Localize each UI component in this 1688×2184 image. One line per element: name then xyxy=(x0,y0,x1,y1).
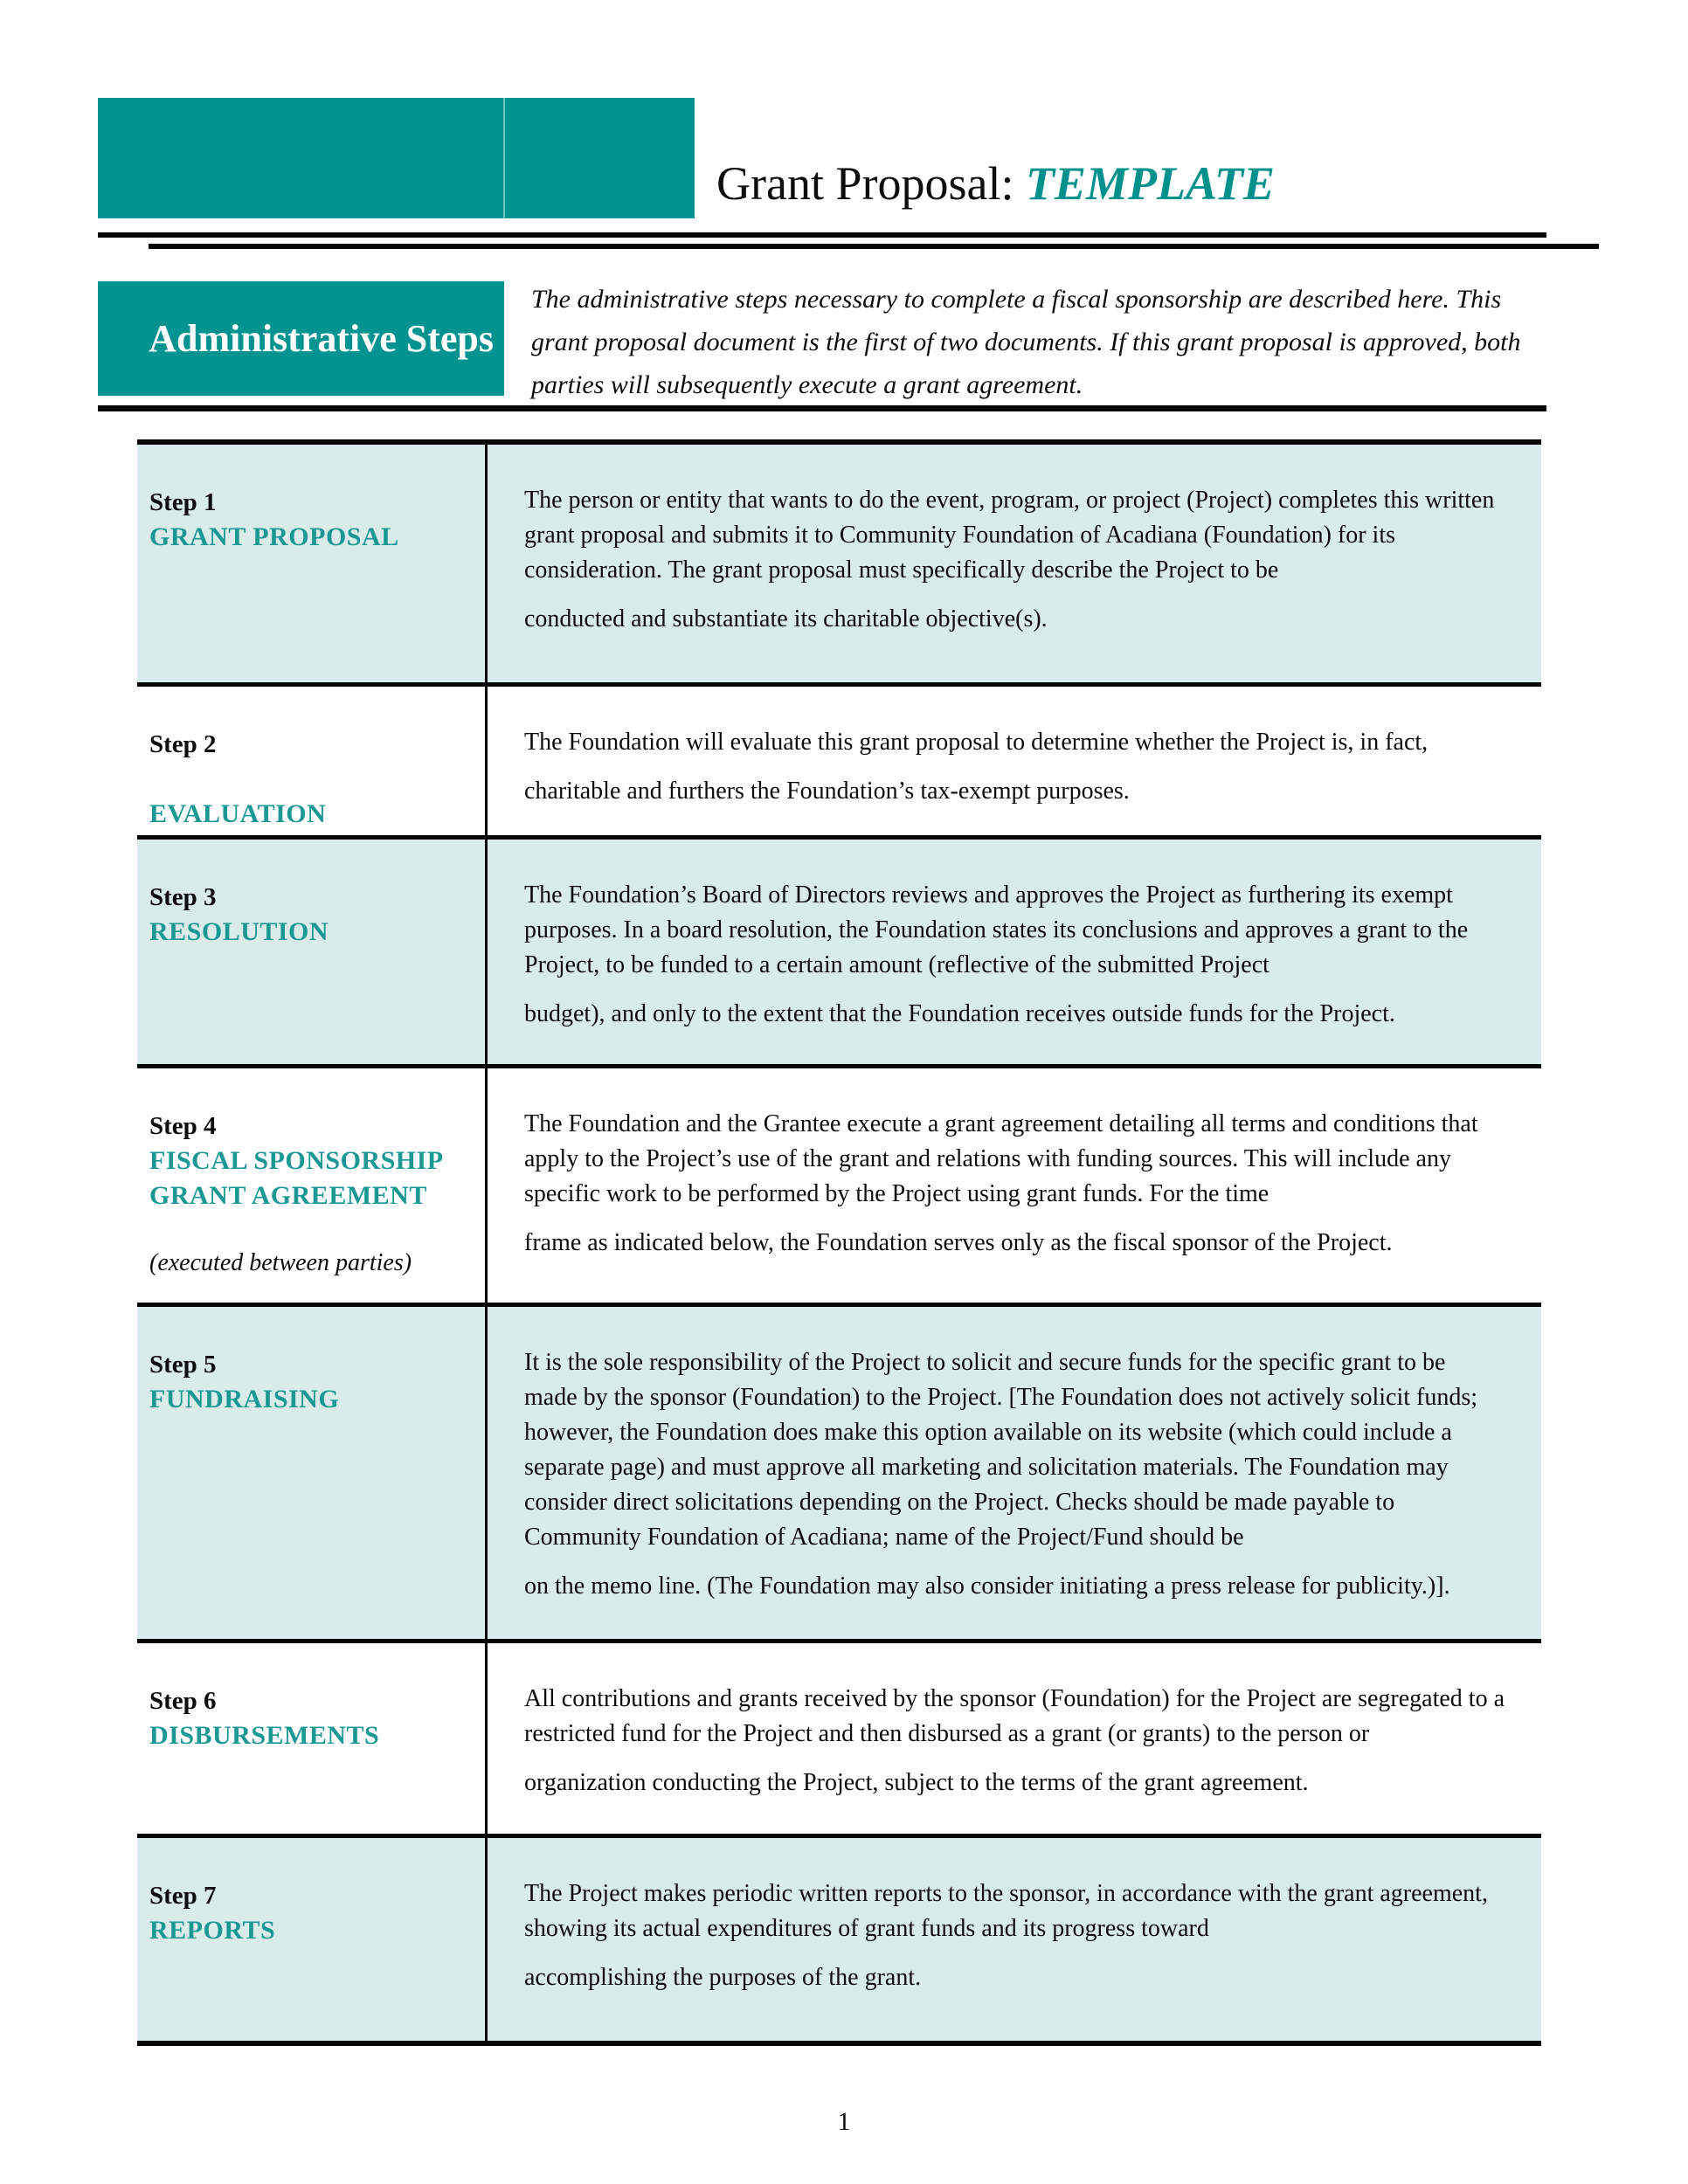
section-description: The administrative steps necessary to complete a fiscal sponsorship are described here. This grant proposal document is the first of two documents. If this grant proposal is approved, both parties will subsequently execute a grant agreement. xyxy=(531,285,1521,399)
step-description-body: The Foundation will evaluate this grant proposal to determine whether the Project is, in fact, xyxy=(524,729,1429,756)
step-title xyxy=(149,797,475,832)
step-number: Step 6 xyxy=(149,1687,217,1715)
step-description-cell xyxy=(488,687,1541,835)
step-description-body: The Foundation and the Grantee execute a grant agreement detailing all terms and conditions that apply to the Project’s use of the grant and relations with funding sources. This will include any specific work to be performed by the Project using grant funds. For the time xyxy=(524,1110,1478,1207)
step-label-cell xyxy=(137,687,488,835)
header-rule-top xyxy=(98,232,1546,238)
step-description-tail: budget), and only to the extent that the Foundation receives outside funds for the Project. xyxy=(524,1000,1395,1027)
step-number: Step 5 xyxy=(149,1351,217,1379)
step-number: Step 3 xyxy=(149,883,217,911)
step-title xyxy=(149,1144,475,1213)
step-title-line: GRANT PROPOSAL xyxy=(149,522,399,551)
step-label-cell xyxy=(137,1068,488,1303)
step-title xyxy=(149,520,475,555)
step-description-tail: accomplishing the purposes of the grant. xyxy=(524,1964,922,1991)
step-number: Step 4 xyxy=(149,1112,217,1140)
step-description-body: It is the sole responsibility of the Project to solicit and secure funds for the specific grant to be made by the sponsor (Foundation) to the Project. [The Foundation does not actively solicit funds; however, the Foundation does make this option available on its website (which could include a separate page) and must approve all marketing and solicitation materials. The Foundation may consider direct solicitations depending on the Project. Checks should be made payable to Community Foundation of Acadiana; name of the Project/Fund should be xyxy=(524,1349,1478,1551)
page-title xyxy=(716,159,1275,209)
step-number: Step 1 xyxy=(149,488,217,516)
page-title-emphasis: TEMPLATE xyxy=(1025,157,1275,210)
step-label-cell xyxy=(137,1307,488,1639)
table-row xyxy=(137,1068,1541,1307)
step-description-tail: charitable and furthers the Foundation’s tax-exempt purposes. xyxy=(524,778,1130,805)
step-description-body: The Foundation’s Board of Directors reviews and approves the Project as furthering its exempt purposes. In a board resolution, the Foundation states its conclusions and approves a grant to the Project, to be funded to a certain amount (reflective of the submitted Project xyxy=(524,881,1469,978)
step-note: (executed between parties) xyxy=(149,1249,412,1276)
section-rule xyxy=(98,405,1546,411)
table-row xyxy=(137,1838,1541,2041)
header-rule-bottom xyxy=(149,244,1599,249)
table-row xyxy=(137,1643,1541,1838)
page-number: 1 xyxy=(837,2107,851,2136)
step-description-cell xyxy=(488,1643,1541,1834)
step-title xyxy=(149,1382,475,1417)
step-description-body: All contributions and grants received by the sponsor (Foundation) for the Project are segregated to a restricted fund for the Project and then disbursed as a grant (or grants) to the person or xyxy=(524,1685,1505,1747)
step-description-cell xyxy=(488,445,1541,682)
step-description-tail: on the memo line. (The Foundation may also consider initiating a press release for publicity.)]. xyxy=(524,1572,1450,1600)
step-description-body: The person or entity that wants to do the event, program, or project (Project) completes this written grant proposal and submits it to Community Foundation of Acadiana (Foundation) for its consideration. The grant proposal must specifically describe the Project to be xyxy=(524,487,1495,584)
table-row xyxy=(137,445,1541,687)
step-title-line: EVALUATION xyxy=(149,799,327,828)
step-description-tail: conducted and substantiate its charitable objective(s). xyxy=(524,605,1048,632)
step-label-cell xyxy=(137,445,488,682)
step-title-line: RESOLUTION xyxy=(149,917,329,946)
steps-table xyxy=(137,439,1541,2046)
step-label-cell xyxy=(137,1838,488,2041)
step-description-tail: organization conducting the Project, subject to the terms of the grant agreement. xyxy=(524,1769,1309,1796)
page-title-prefix: Grant Proposal: xyxy=(716,157,1026,210)
table-row xyxy=(137,840,1541,1068)
step-title xyxy=(149,1913,475,1948)
step-title-line: FISCAL SPONSORSHIP xyxy=(149,1146,444,1175)
step-description-body: The Project makes periodic written reports to the sponsor, in accordance with the grant agreement, showing its actual expenditures of grant funds and its progress toward xyxy=(524,1880,1488,1942)
table-row xyxy=(137,1307,1541,1643)
step-title-line: FUNDRAISING xyxy=(149,1385,340,1413)
banner-divider-line xyxy=(503,98,505,218)
header-banner xyxy=(98,98,695,218)
step-title-line: REPORTS xyxy=(149,1916,276,1945)
step-description-cell xyxy=(488,1307,1541,1639)
step-title-line: GRANT AGREEMENT xyxy=(149,1181,427,1210)
step-number: Step 7 xyxy=(149,1882,217,1910)
section-label-box xyxy=(98,281,504,396)
step-description-cell xyxy=(488,1068,1541,1303)
section-label: Administrative Steps xyxy=(149,317,494,360)
step-title-line: DISBURSEMENTS xyxy=(149,1721,380,1750)
step-description-tail: frame as indicated below, the Foundation serves only as the fiscal sponsor of the Project. xyxy=(524,1229,1393,1256)
step-label-cell xyxy=(137,1643,488,1834)
step-description-cell xyxy=(488,840,1541,1064)
step-title xyxy=(149,1718,475,1753)
step-number: Step 2 xyxy=(149,730,217,758)
step-title xyxy=(149,915,475,950)
step-description-cell xyxy=(488,1838,1541,2041)
step-label-cell xyxy=(137,840,488,1064)
table-row xyxy=(137,687,1541,840)
